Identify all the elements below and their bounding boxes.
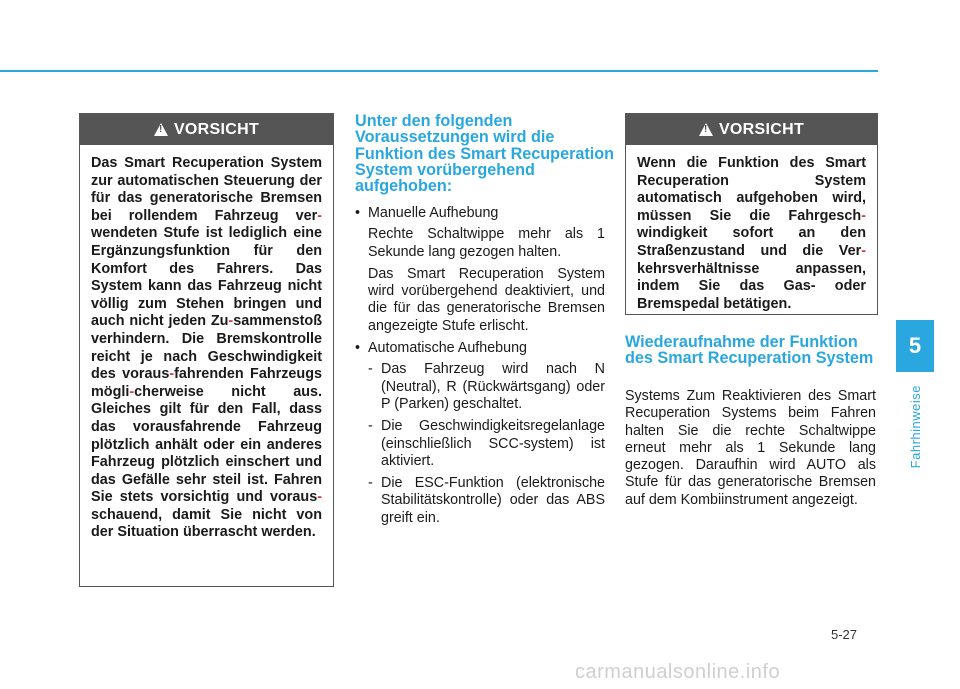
sub-list-item bbox=[368, 475, 605, 527]
paragraph: Das Smart Recuperation System wird vorübergehend deaktiviert, und die für das generatorische Bremsen angezeigte Stufe erlischt. bbox=[368, 265, 605, 334]
section-heading-deactivation: Unter den folgenden Voraussetzungen wird die Funktion des Smart Recuperation System vorübergehend aufgehoben: bbox=[355, 112, 615, 196]
dash-marker: - bbox=[368, 418, 373, 435]
dash-marker: - bbox=[368, 475, 373, 492]
sub-list-text: Die ESC-Funktion (elektronische Stabilitätskontrolle) oder das ABS greift ein. bbox=[381, 475, 605, 526]
caution-text: Wenn die Funktion des Smart Recuperation System automatisch aufgehoben wird, müssen Sie die Fahrgesch-windigkeit sofort an den Straßenzustand und die Ver-kehrsverhältnisse anpassen, indem Sie das Gas- oder Bremspedal betätigen. bbox=[637, 155, 866, 312]
caution-header bbox=[626, 114, 877, 145]
list-item-label: Automatische Aufhebung bbox=[368, 340, 527, 357]
caution-text: Das Smart Recuperation System zur automatischen Steuerung der für das generatorische Bremsen bei rollendem Fahrzeug ver-wendeten Stufe ist lediglich eine Ergänzungsfunktion für den Komfort des Fahrers. Das System kann das Fahrzeug nicht völlig zum Stehen bringen und auch nicht jeden Zu-sammenstoß verhindern. Die Bremskontrolle reicht je nach Geschwindigkeit des voraus-fahrenden Fahrzeugs mögli-cherweise nicht aus. Gleiches gilt für den Fall, dass das vorausfahrende Fahrzeug plötzlich anhält oder ein anderes Fahrzeug plötzlich einschert und das Gefälle sehr steil ist. Fahren Sie stets vorsichtig und voraus-schauend, damit Sie nicht von der Situation überrascht werden. bbox=[91, 155, 322, 541]
list-item-label: Manuelle Aufhebung bbox=[368, 205, 499, 221]
sub-list-item bbox=[368, 418, 605, 470]
page-number: 5-27 bbox=[831, 627, 858, 642]
caution-box-right bbox=[625, 113, 878, 315]
deactivation-list bbox=[355, 205, 605, 532]
resume-paragraph: Systems Zum Reaktivieren des Smart Recuperation Systems beim Fahren halten Sie die rechte Schaltwippe erneut mehr als 1 Sekunde lang gezogen. Daraufhin wird AUTO als Stufe für das generatorische Bremsen auf dem Kombiinstrument angezeigt. bbox=[625, 388, 876, 508]
section-heading-resume: Wiederaufnahme der Funktion des Smart Recuperation System bbox=[625, 333, 874, 368]
warning-icon bbox=[154, 123, 168, 136]
warning-icon bbox=[699, 123, 713, 136]
list-item bbox=[355, 340, 605, 357]
sub-list-item bbox=[368, 361, 605, 413]
chapter-number: 5 bbox=[908, 333, 922, 358]
chapter-label: Fahrhinweise bbox=[908, 385, 923, 469]
chapter-tab bbox=[896, 320, 934, 372]
caution-title: VORSICHT bbox=[718, 120, 805, 138]
caution-title: VORSICHT bbox=[173, 120, 260, 138]
bullet-marker: • bbox=[355, 340, 361, 357]
bullet-marker: • bbox=[355, 205, 361, 221]
sub-list-text: Das Fahrzeug wird nach N (Neutral), R (Rückwärtsgang) oder P (Parken) geschaltet. bbox=[381, 361, 605, 412]
dash-marker: - bbox=[368, 361, 373, 378]
list-item bbox=[355, 205, 605, 222]
caution-header bbox=[80, 114, 333, 145]
watermark: carmanualsonline.info bbox=[575, 661, 781, 683]
paragraph: Rechte Schaltwippe mehr als 1 Sekunde lang gezogen halten. bbox=[368, 226, 605, 260]
caution-box-left bbox=[79, 113, 334, 587]
top-rule bbox=[0, 70, 878, 72]
sub-list-text: Die Geschwindigkeitsregelanlage (einschließlich SCC-system) ist aktiviert. bbox=[381, 418, 605, 469]
